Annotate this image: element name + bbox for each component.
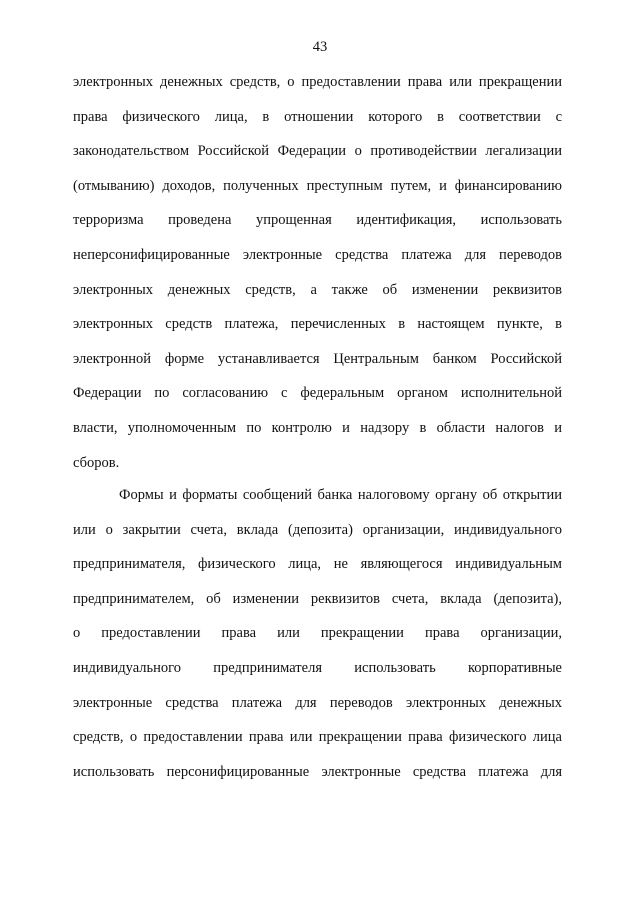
text-line: индивидуального предпринимателя использовать корпоративные <box>73 659 562 676</box>
text-line: электронной форме устанавливается Центральным банком Российской <box>73 350 562 367</box>
text-line: электронных денежных средств, а также об изменении реквизитов <box>73 281 562 298</box>
text-line: о предоставлении права или прекращении права организации, <box>73 625 562 642</box>
text-line: предпринимателя, физического лица, не являющегося индивидуальным <box>73 556 562 573</box>
paragraph-2 <box>73 486 562 797</box>
page-number: 43 <box>312 39 328 55</box>
text-line: предпринимателем, об изменении реквизитов счета, вклада (депозита), <box>73 590 562 607</box>
text-line: Формы и форматы сообщений банка налоговому органу об открытии <box>119 487 562 503</box>
text-line: электронные средства платежа для переводов электронных денежных <box>73 694 562 711</box>
paragraph-1 <box>73 73 562 488</box>
text-line: законодательством Российской Федерации о противодействии легализации <box>73 143 562 160</box>
text-line: права физического лица, в отношении которого в соответствии с <box>73 108 562 125</box>
text-line: средств, о предоставлении права или прекращении права физического лица <box>73 729 562 746</box>
text-line: электронных средств платежа, перечисленных в настоящем пункте, в <box>73 316 562 333</box>
text-line: неперсонифицированные электронные средства платежа для переводов <box>73 246 562 263</box>
text-line: электронных денежных средств, о предоставлении права или прекращении <box>73 74 562 90</box>
text-line: (отмыванию) доходов, полученных преступным путем, и финансированию <box>73 177 562 194</box>
text-line: терроризма проведена упрощенная идентификация, использовать <box>73 212 562 229</box>
text-line: использовать персонифицированные электронные средства платежа для <box>73 763 562 780</box>
text-line: Федерации по согласованию с федеральным органом исполнительной <box>73 385 562 402</box>
text-line: сборов. <box>73 454 120 471</box>
text-line: или о закрытии счета, вклада (депозита) организации, индивидуального <box>73 521 562 538</box>
text-line: власти, уполномоченным по контролю и надзору в области налогов и <box>73 419 562 436</box>
